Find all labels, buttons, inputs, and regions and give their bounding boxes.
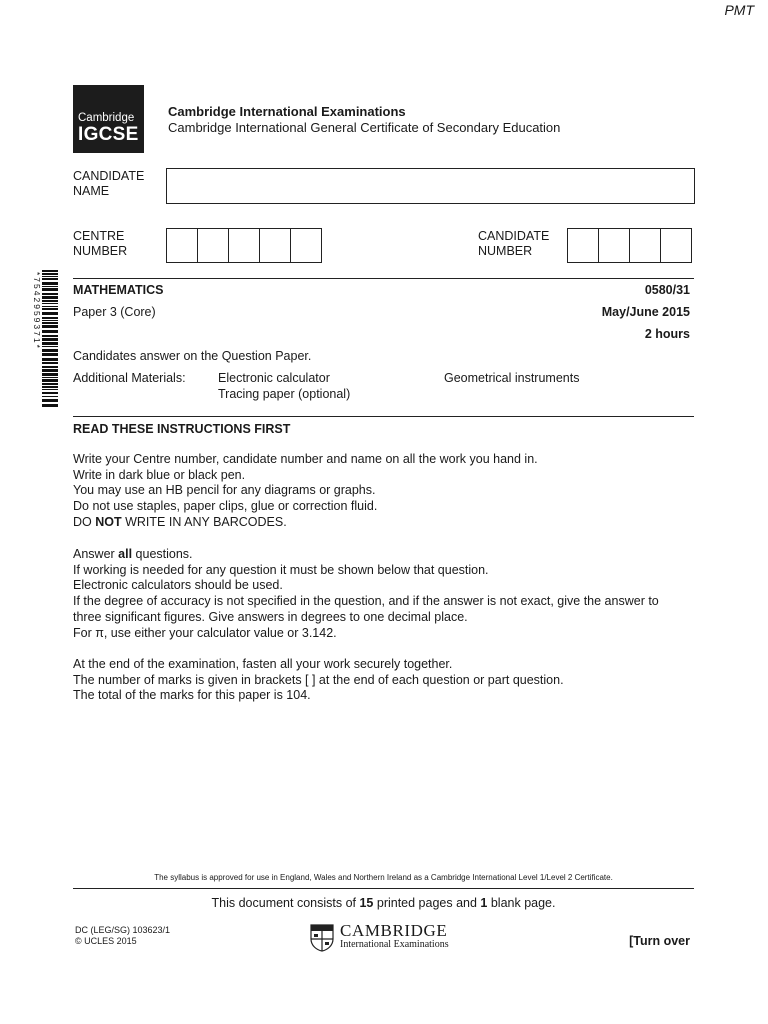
centre-number-cell[interactable] (228, 228, 260, 263)
instructions-paragraph-3 (73, 657, 698, 704)
barcode-bar (42, 322, 58, 324)
corner-mark: PMT (724, 2, 754, 18)
instruction-line: You may use an HB pencil for any diagrams or graphs. (73, 483, 376, 498)
candidate-number-label-line-1: CANDIDATE (478, 229, 550, 243)
emphasis: NOT (95, 514, 122, 529)
centre-number-cell[interactable] (166, 228, 198, 263)
paper-name: Paper 3 (Core) (73, 305, 156, 319)
barcode-bar (42, 303, 58, 304)
qualification-name: Cambridge International General Certificate of Secondary Education (168, 120, 561, 135)
centre-number-cell[interactable] (290, 228, 322, 263)
barcode-bar (42, 320, 58, 321)
barcode-bar (42, 273, 58, 275)
divider (73, 278, 694, 279)
barcode-bar (42, 377, 58, 378)
centre-number-label-line-1: CENTRE (73, 229, 125, 243)
barcode-bar (42, 373, 58, 376)
barcode-bar (42, 312, 58, 315)
instructions-paragraph-2 (73, 547, 698, 641)
instructions-paragraph-1 (73, 452, 698, 531)
barcode-text: *7542959371* (32, 272, 42, 350)
instruction-line: Write in dark blue or black pen. (73, 467, 246, 482)
instruction-line: If working is needed for any question it must be shown below that question. (73, 562, 489, 577)
barcode-bar (42, 330, 58, 333)
instruction-line-barcodes (73, 515, 698, 531)
centre-number-cell[interactable] (197, 228, 229, 263)
instruction-line: For π, use either your calculator value or 3.142. (73, 625, 337, 640)
centre-number-label (73, 229, 163, 259)
barcode-bar (42, 386, 58, 388)
barcode-bar (42, 335, 58, 337)
printed-pages-count: 15 (359, 896, 374, 910)
barcode-bar (42, 300, 58, 302)
material-item: Electronic calculator (218, 371, 330, 385)
exam-duration: 2 hours (644, 327, 690, 341)
barcode-bar (42, 342, 58, 345)
barcode-bar (42, 286, 58, 287)
barcode-bar (42, 399, 58, 402)
barcode-bar (42, 276, 58, 277)
barcode-bar (42, 270, 58, 272)
blank-pages-count: 1 (480, 896, 488, 910)
candidate-name-box[interactable] (166, 168, 695, 204)
barcode-bar (42, 308, 58, 310)
candidate-number-label-line-2: NUMBER (478, 244, 533, 258)
syllabus-note: The syllabus is approved for use in England, Wales and Northern Ireland as a Cambridge International Level 1/Level 2 Certificate. (154, 873, 613, 882)
instruction-line: The total of the marks for this paper is 104. (73, 688, 311, 703)
material-item: Tracing paper (optional) (218, 387, 351, 401)
barcode-bar (42, 396, 58, 397)
page-count-note (73, 896, 694, 910)
cambridge-subtitle: International Examinations (340, 939, 449, 950)
exam-session: May/June 2015 (601, 305, 690, 319)
barcode-bar (42, 353, 58, 356)
barcode-bar (42, 392, 58, 394)
additional-materials-label: Additional Materials: (73, 371, 186, 385)
text-segment: WRITE IN ANY BARCODES. (121, 514, 287, 529)
material-item: Geometrical instruments (444, 371, 580, 385)
logo-line-2: IGCSE (78, 124, 139, 145)
instruction-line: Do not use staples, paper clips, glue or correction fluid. (73, 499, 378, 514)
candidate-name-label (73, 169, 163, 199)
instruction-line: The number of marks is given in brackets [ ] at the end of each question or part question. (73, 672, 564, 687)
barcode-bar (42, 349, 58, 352)
barcode-bar (42, 288, 58, 291)
instruction-line: Electronic calculators should be used. (73, 578, 283, 593)
barcode-bar (42, 317, 58, 319)
barcode-bar (42, 389, 58, 390)
logo-line-1: Cambridge (78, 112, 135, 124)
barcode-bar (42, 362, 58, 364)
cambridge-shield-icon (310, 924, 334, 952)
barcode-bar (42, 325, 58, 328)
barcode-bar (42, 293, 58, 295)
copyright: © UCLES 2015 (75, 936, 137, 946)
centre-number-boxes[interactable] (166, 228, 322, 263)
candidate-number-boxes[interactable] (567, 228, 692, 263)
text-segment: blank page. (487, 896, 556, 910)
barcode-bar (42, 369, 58, 372)
barcode-bar (42, 282, 58, 285)
text-segment: questions. (132, 547, 193, 561)
candidate-number-cell[interactable] (629, 228, 661, 263)
cambridge-wordmark: CAMBRIDGE (340, 921, 448, 940)
instruction-line-answer-all (73, 547, 698, 563)
barcode-bar (42, 296, 58, 299)
candidate-name-label-line-2: NAME (73, 184, 110, 198)
candidate-name-label-line-1: CANDIDATE (73, 169, 145, 183)
cambridge-igcse-logo (73, 85, 144, 153)
candidate-number-cell[interactable] (598, 228, 630, 263)
centre-number-cell[interactable] (259, 228, 291, 263)
instruction-line: At the end of the examination, fasten all your work securely together. (73, 657, 453, 671)
subject-title: MATHEMATICS (73, 283, 164, 297)
emphasis: all (118, 547, 133, 561)
candidate-number-cell[interactable] (660, 228, 692, 263)
instruction-line: Write your Centre number, candidate number and name on all the work you hand in. (73, 452, 538, 466)
instruction-line: If the degree of accuracy is not specified in the question, and if the answer is not exact, give the answer to (73, 594, 659, 609)
divider (73, 416, 694, 417)
barcode-bar (42, 278, 58, 280)
instruction-line: three significant figures. Give answers in degrees to one decimal place. (73, 609, 468, 624)
document-reference: DC (LEG/SG) 103623/1 (75, 925, 171, 935)
barcode-bar (42, 306, 58, 307)
divider (73, 888, 694, 889)
barcode-bar (42, 379, 58, 382)
instructions-heading: READ THESE INSTRUCTIONS FIRST (73, 422, 291, 436)
text-segment: DO (73, 514, 96, 529)
barcode-bar (42, 383, 58, 385)
barcode-bar (42, 346, 58, 347)
paper-code: 0580/31 (644, 283, 690, 297)
barcode-bar (42, 404, 58, 407)
candidate-number-label (478, 229, 568, 259)
barcode-bar (42, 366, 58, 368)
centre-number-label-line-2: NUMBER (73, 244, 128, 258)
barcode-bar (42, 358, 58, 361)
barcode (29, 270, 59, 410)
text-segment: Answer (73, 547, 119, 561)
text-segment: printed pages and (373, 896, 481, 910)
candidate-number-cell[interactable] (567, 228, 599, 263)
text-segment: This document consists of (211, 896, 360, 910)
barcode-bar (42, 338, 58, 341)
turn-over: [Turn over (629, 934, 690, 948)
answer-on-note: Candidates answer on the Question Paper. (73, 349, 312, 363)
organisation-name: Cambridge International Examinations (168, 104, 406, 119)
